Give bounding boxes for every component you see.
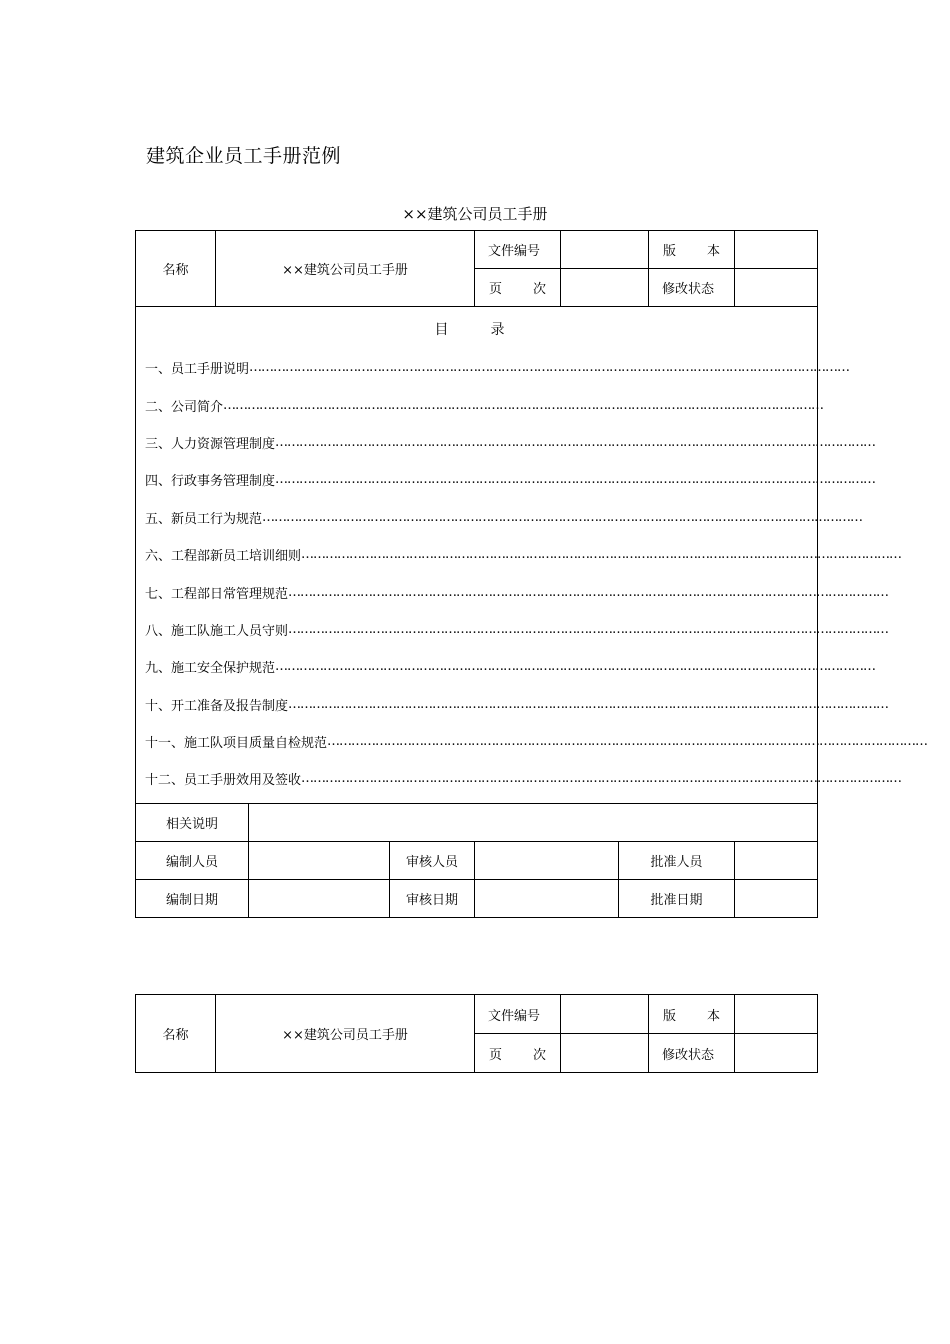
toc-item — [145, 648, 876, 685]
toc-item-label: 一、员工手册说明 — [145, 362, 250, 378]
toc-leader-dots: …………………………………………………………………………………………………………………………………… — [301, 547, 902, 563]
toc-item — [145, 461, 876, 498]
reviewer-label: 审核人员 — [390, 842, 475, 880]
toc-item — [145, 611, 889, 648]
page-label: 页 次 — [475, 269, 561, 307]
toc-leader-dots: …………………………………………………………………………………………………………………………………… — [301, 771, 902, 787]
name-label: 名称 — [136, 995, 216, 1073]
toc-item-label: 六、工程部新员工培训细则 — [145, 549, 302, 565]
toc-list — [136, 349, 928, 798]
compiler-value[interactable] — [249, 842, 390, 880]
toc-item-label: 十一、施工队项目质量自检规范 — [145, 736, 328, 752]
toc-leader-dots: …………………………………………………………………………………………………………………………………… — [275, 659, 876, 675]
compile-date-value[interactable] — [249, 880, 390, 918]
revision-value[interactable] — [735, 269, 818, 307]
version-value[interactable] — [735, 995, 818, 1034]
toc-item-label: 九、施工安全保护规范 — [145, 661, 276, 677]
approver-label: 批准人员 — [619, 842, 735, 880]
toc-item-label: 二、公司简介 — [145, 399, 224, 415]
toc-item-label: 十、开工准备及报告制度 — [145, 698, 289, 714]
related-notes-label: 相关说明 — [136, 804, 249, 842]
toc-item-label: 八、施工队施工人员守则 — [145, 623, 289, 639]
revision-value[interactable] — [735, 1034, 818, 1073]
toc-leader-dots: …………………………………………………………………………………………………………………………………… — [288, 696, 889, 712]
file-number-label: 文件编号 — [475, 995, 561, 1034]
file-number-label: 文件编号 — [475, 231, 561, 269]
toc-leader-dots: …………………………………………………………………………………………………………………………………… — [262, 509, 863, 525]
approver-value[interactable] — [735, 842, 818, 880]
toc-heading: 目 录 — [434, 322, 519, 338]
toc-leader-dots: …………………………………………………………………………………………………………………………………… — [223, 397, 824, 413]
handbook-form-table — [135, 230, 928, 918]
toc-leader-dots: …………………………………………………………………………………………………………………………………… — [249, 360, 850, 376]
document-title: 建筑企业员工手册范例 — [146, 145, 342, 167]
compile-date-label: 编制日期 — [136, 880, 249, 918]
toc-leader-dots: …………………………………………………………………………………………………………………………………… — [275, 472, 876, 488]
reviewer-value[interactable] — [475, 842, 619, 880]
toc-item — [145, 573, 889, 610]
page-value[interactable] — [561, 269, 649, 307]
file-number-value[interactable] — [561, 231, 649, 269]
toc-leader-dots: …………………………………………………………………………………………………………………………………… — [288, 584, 889, 600]
version-value[interactable] — [735, 231, 818, 269]
toc-item — [145, 760, 902, 797]
page-label: 页 次 — [475, 1034, 561, 1073]
compiler-label: 编制人员 — [136, 842, 249, 880]
name-value: ××建筑公司员工手册 — [216, 231, 475, 307]
toc-item — [145, 424, 876, 461]
version-label: 版 本 — [649, 231, 735, 269]
toc-item — [145, 499, 863, 536]
version-label: 版 本 — [649, 995, 735, 1034]
toc-item — [145, 536, 902, 573]
toc-leader-dots: …………………………………………………………………………………………………………………………………… — [288, 621, 889, 637]
file-number-value[interactable] — [561, 995, 649, 1034]
toc-item — [145, 386, 824, 423]
approve-date-value[interactable] — [735, 880, 818, 918]
toc-item-label: 四、行政事务管理制度 — [145, 474, 276, 490]
revision-label: 修改状态 — [649, 269, 735, 307]
review-date-value[interactable] — [475, 880, 619, 918]
toc-leader-dots: …………………………………………………………………………………………………………………………………… — [327, 734, 928, 750]
toc-item — [145, 349, 850, 386]
repeat-header-table — [135, 994, 818, 1073]
revision-label: 修改状态 — [649, 1034, 735, 1073]
toc-item — [145, 686, 889, 723]
page-value[interactable] — [561, 1034, 649, 1073]
related-notes-value[interactable] — [249, 804, 818, 842]
review-date-label: 审核日期 — [390, 880, 475, 918]
toc-item-label: 三、人力资源管理制度 — [145, 436, 276, 452]
name-label: 名称 — [136, 231, 216, 307]
toc-item — [145, 723, 928, 760]
toc-leader-dots: …………………………………………………………………………………………………………………………………… — [275, 434, 876, 450]
approve-date-label: 批准日期 — [619, 880, 735, 918]
toc-item-label: 十二、员工手册效用及签收 — [145, 773, 302, 789]
table-of-contents — [136, 307, 928, 804]
toc-item-label: 五、新员工行为规范 — [145, 511, 263, 527]
toc-item-label: 七、工程部日常管理规范 — [145, 586, 289, 602]
name-value: ××建筑公司员工手册 — [216, 995, 475, 1073]
table-title: ××建筑公司员工手册 — [402, 205, 548, 223]
